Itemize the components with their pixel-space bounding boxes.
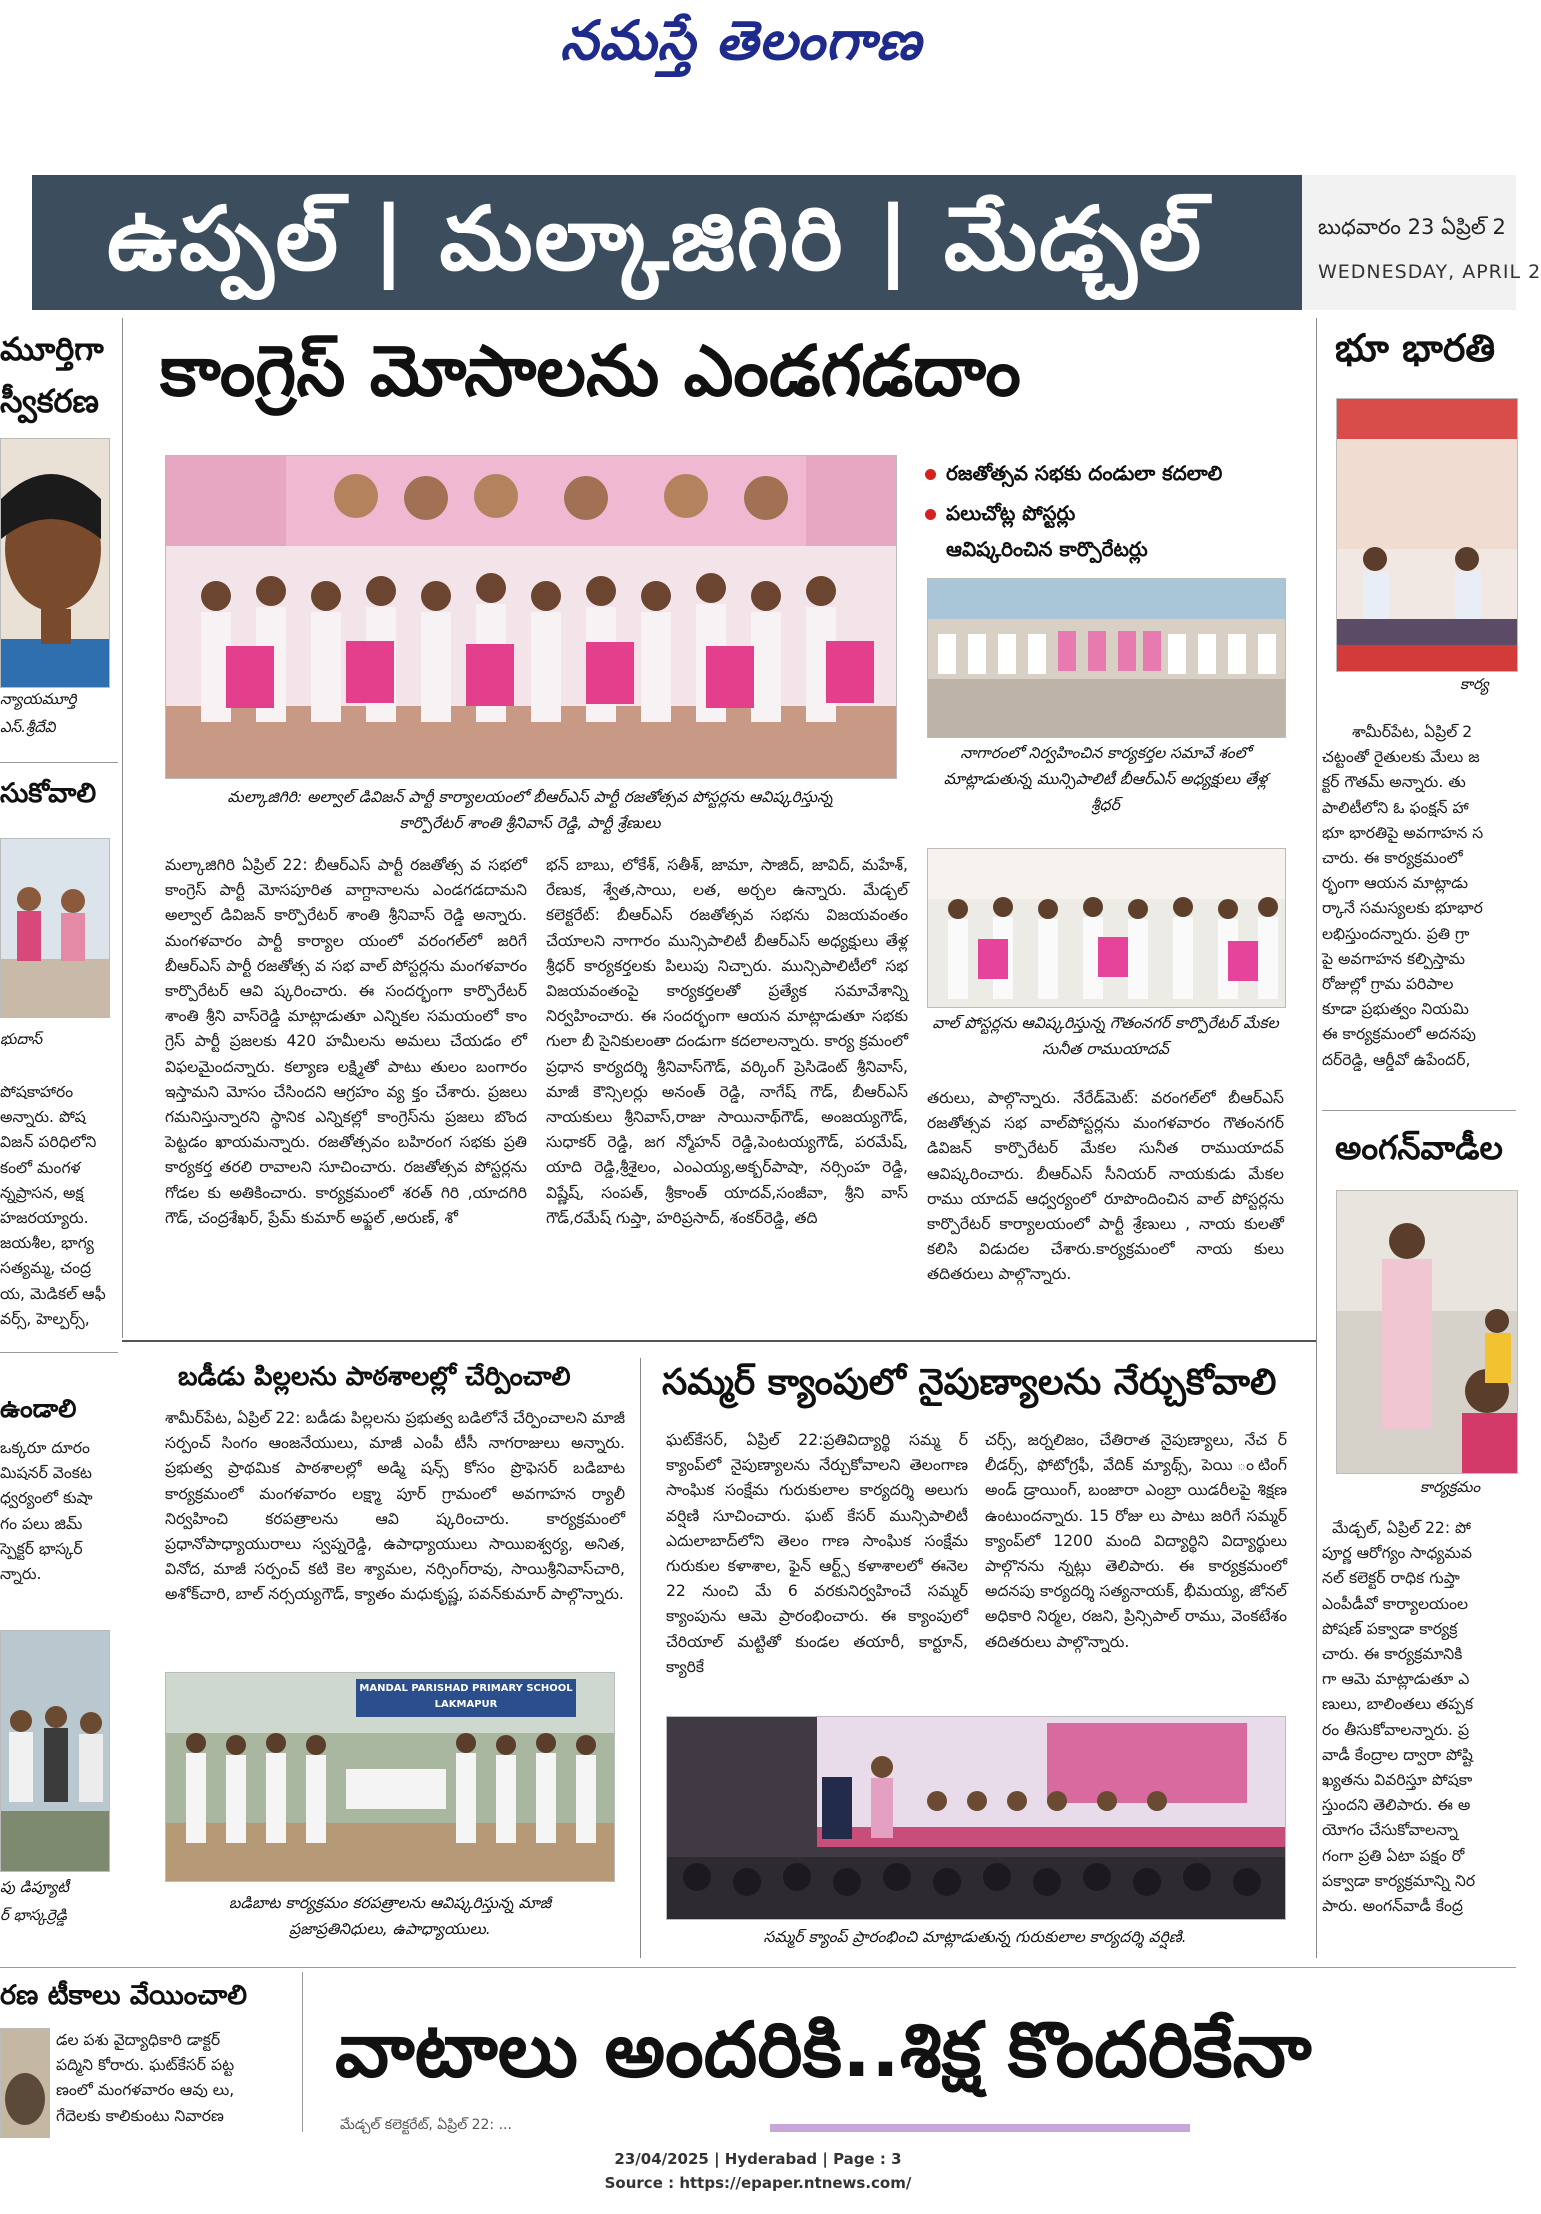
text-line: కూడా ప్రభుత్వం నియమి xyxy=(1322,1000,1469,1019)
column-divider xyxy=(1316,318,1317,1958)
column-divider xyxy=(302,1972,303,2132)
text-line: చట్టంతో రైతులకు మేలు జ xyxy=(1322,748,1480,767)
text-line: మిషనర్ వెంకట xyxy=(0,1464,92,1483)
date-box xyxy=(1302,175,1541,310)
main-photo-3 xyxy=(927,848,1286,1008)
story2-photo xyxy=(165,1672,615,1882)
section-divider xyxy=(1322,1110,1516,1111)
text-line: రోజుల్లో గ్రామ పరిపాల xyxy=(1322,975,1454,994)
story2-headline: బడీడు పిల్లలను పాఠశాలల్లో చేర్పించాలి xyxy=(178,1362,571,1392)
right-photo-2 xyxy=(1336,1190,1518,1474)
right-head-1: భూ భారతి xyxy=(1335,326,1496,370)
right-photo-1 xyxy=(1336,398,1518,672)
text-line: ర్భంగా ఆయన మాట్లాడు xyxy=(1322,874,1469,893)
text-line: దర్‌రెడ్డి, ఆర్డీవో ఉపేందర్, xyxy=(1322,1050,1471,1069)
main-photo-2 xyxy=(927,578,1286,738)
text-line: కంలో మంగళ xyxy=(0,1158,81,1177)
section-banner xyxy=(32,175,1302,310)
text-line: ఖ్యతను వివరిస్తూ పోషకా xyxy=(1322,1771,1473,1790)
bullet-dot-icon xyxy=(925,509,936,520)
portrait-photo xyxy=(0,438,110,688)
story3-col2: చర్స్, జర్నలిజం, చేతిరాత నైపుణ్యాలు, నేచ ర్ లీడర్స్, ఫోటోగ్రఫీ, వేదిక్ మ్యాథ్స్, పెయి ంటింగ్ అండ్ డ్రాయింగ్, బంజారా ఎంబ్రా యిడరీలపై శిక్షణ ఉంటుందన్నారు. 15 రోజు లు పాటు జరిగే సమ్మర్ క్యాంప్‌లో 1200 మంది విద్యార్థిని విద్యార్థులు పాల్గొనను న్నట్లు తెలిపారు. ఈ కార్యక్రమంలో అదనపు కార్యదర్శి సత్యనాయక్, భీమయ్య, జోనల్ అధికారి నిర్మల, రజని, ప్రిన్సిపాల్ రాము, వెంకటేశం తదితరులు పాల్గొన్నారు. xyxy=(985,1431,1287,1651)
text-line: గా ఆమె మాట్లాడుతూ ఎ xyxy=(1322,1670,1470,1689)
text-line: ఈ కార్యక్రమంలో అదనపు xyxy=(1322,1025,1476,1044)
date-english: WEDNESDAY, APRIL 2 xyxy=(1318,261,1541,283)
masthead xyxy=(0,0,1516,100)
left-photo-3-caption-2: ర్ భాస్కర్రెడ్డి xyxy=(0,1906,67,1924)
left-head-1: మూర్తిగా xyxy=(0,330,104,368)
left-photo-3 xyxy=(0,1630,110,1872)
text-line: స్తుందని తెలిపారు. ఈ అ xyxy=(1322,1796,1471,1815)
footer-date-line: 23/04/2025 | Hyderabad | Page : 3 xyxy=(614,2150,902,2168)
text-line: చారు. ఈ కార్యక్రమంలో xyxy=(1322,849,1463,868)
left-head-2: స్వీకరణ xyxy=(0,382,99,420)
section-banner-title: ఉప్పల్ | మల్కాజిగిరి | మేడ్చల్ xyxy=(107,187,1204,290)
main-story-col3: తరులు, పాల్గొన్నారు. నేరేడ్‌మెట్: వరంగల్‌లో బీఆర్ఎస్ రజతోత్సవ సభ వాల్‌పోస్టర్లను మంగళవారం గౌతంనగర్ డివిజన్ కార్పొరేటర్ మేకల సునీత రాముయాదవ్ ఆవిష్కరించారు. బీఆర్ఎస్ సీనియర్ నాయకుడు మేకల రాము యాదవ్ ఆధ్వర్యంలో రూపొందించిన వాల్ పోస్టర్లను కార్పొరేటర్ కార్యాలయంలో పార్టీ శ్రేణులు , నాయ కులతో కలిసి విడుదల చేశారు.కార్యక్రమంలో నాయ కులు తదితరులు పాల్గొన్నారు. xyxy=(927,1089,1284,1284)
text-line: పోషణ్ పక్వాడా కార్యక్ర xyxy=(1322,1619,1458,1638)
text-line: ర్కానే సమస్యలకు భూభార xyxy=(1322,899,1483,918)
story2-photo-caption: బడిబాట కార్యక్రమం కరపత్రాలను ఆవిష్కరిస్తున్న మాజీ ప్రజాప్రతినిధులు, ఉపాధ్యాయులు. xyxy=(228,1894,552,1938)
left-body-3 xyxy=(0,1436,118,1587)
text-line: చారు. ఈ కార్యక్రమానికి xyxy=(1322,1645,1463,1664)
text-line: అన్నారు. పోష xyxy=(0,1108,86,1127)
portrait-caption-1: న్యాయమూర్తి xyxy=(0,690,77,708)
text-line: పారు. అంగన్‌వాడీ కేంద్ర xyxy=(1322,1897,1463,1916)
main-photo-1-caption: మల్కాజిగిరి: అల్వాల్ డివిజన్ పార్టీ కార్యాలయంలో బీఆర్ఎస్ పార్టీ రజతోత్సవ పోస్టర్లను ఆవిష్కరిస్తున్న కార్పొరేటర్ శాంతి శ్రీనివాస్ రెడ్డి, పార్టీ శ్రేణులు xyxy=(227,788,833,832)
right-body-1 xyxy=(1322,720,1516,1073)
text-line: రం తీసుకోవాలన్నారు. ప్ర xyxy=(1322,1720,1470,1739)
left-photo-2-caption: భుదాస్ xyxy=(0,1030,43,1048)
left-section3-title: ఉండాలి xyxy=(0,1394,77,1423)
left-bottom-title: రణ టీకాలు వేయించాలి xyxy=(0,1980,248,2011)
text-line: స్పెక్టర్ భాస్కర్ xyxy=(0,1539,83,1558)
text-line: డల పశు వైద్యాధికారి డాక్టర్ xyxy=(56,2031,221,2049)
text-line: ణంలో మంగళవారం ఆవు లు, xyxy=(56,2081,235,2100)
left-photo-2 xyxy=(0,838,110,1018)
section-divider xyxy=(0,1352,118,1353)
bullet-text: రజతోత్సవ సభకు దండులా కదలాలి xyxy=(946,461,1223,485)
section-divider xyxy=(122,1340,1316,1342)
text-line: క్టర్ గౌతమ్ అన్నారు. తు xyxy=(1322,773,1466,792)
story3-col1: ఘట్‌కేసర్, ఏప్రిల్ 22:ప్రతివిద్యార్థి సమ్మ ర్ క్యాంప్‌లో నైపుణ్యాలను నేర్చుకోవాలని తెలంగాణ సాంఘిక సంక్షేమ గురుకులాల కార్యదర్శి అలుగు వర్షిణి సూచించారు. ఘట్ కేసర్ మున్సిపాలిటీ ఎదులాబాద్‌లోని తెలం గాణ సాంఘిక సంక్షేమ గురుకుల కళాశాల, ఫైన్ ఆర్ట్స్ కళాశాలలో ఈనెల 22 నుంచి మే 6 వరకునిర్వహించే సమ్మర్ క్యాంపును ఆమె ప్రారంభించారు. ఈ క్యాంపులో చేరియాల్ మట్టితో కుండల తయారీ, కార్టూన్, క్యారికే xyxy=(666,1431,968,1676)
bullet-1 xyxy=(925,456,1222,490)
text-line: వర్స్, హెల్పర్స్, xyxy=(0,1309,90,1328)
text-line: భూ భారతిపై అవగాహన స xyxy=(1322,823,1484,842)
bullet-text: పలుచోట్ల పోస్టర్లు xyxy=(946,501,1076,525)
portrait-caption-2: ఎస్.శ్రీదేవి xyxy=(0,718,56,736)
right-body-2 xyxy=(1322,1516,1516,1919)
text-line: జయశీల, భాగ్య xyxy=(0,1234,94,1253)
story3-photo xyxy=(666,1716,1286,1920)
text-line: పై అవగాహన కల్పిస్తామ xyxy=(1322,949,1466,968)
text-line: హజరయ్యారు. xyxy=(0,1209,89,1228)
left-body-1 xyxy=(0,1080,118,1332)
left-photo-3-caption-1: పు డిప్యూటీ xyxy=(0,1878,69,1896)
text-line: ణులు, బాలింతలు తప్పక xyxy=(1322,1695,1474,1714)
text-line: గేదెలకు కాలికుంటు నివారణ xyxy=(56,2106,224,2125)
bullet-3: ఆవిష్కరించిన కార్పొరేటర్లు xyxy=(946,537,1148,561)
section-divider xyxy=(0,762,118,763)
text-line: పోషకాహారం xyxy=(0,1083,74,1101)
text-line: గం పలు జిమ్ xyxy=(0,1514,83,1533)
main-photo-2-caption: నాగారంలో నిర్వహించిన కార్యకర్తల సమావే శంలో మాట్లాడుతున్న మున్సిపాలిటీ బీఆర్ఎస్ అధ్యక్షులు తేళ్ల శ్రీధర్ xyxy=(943,744,1268,814)
text-line: శామీర్‌పేట, ఏప్రిల్ 2 xyxy=(1352,723,1473,741)
bullet-2 xyxy=(925,496,1075,530)
text-line: పద్మిని కోరారు. ఘట్‌కేసర్ పట్ట xyxy=(56,2056,235,2075)
text-line: వాడీ కేంద్రాల ద్వారా పోష్టి xyxy=(1322,1745,1473,1764)
text-line: య, మెడికల్ ఆఫీ xyxy=(0,1284,106,1303)
main-story-col2: భన్ బాబు, లోకేశ్, సతీశ్, జామా, సాజిద్, జావిద్, మహేశ్, రేణుక, శ్వేత,సాయి, లత, అర్చల ఉన్నారు. మేడ్చల్ కలెక్టరేట్: బీఆర్ఎస్ రజతోత్సవ సభను విజయవంతం చేయాలని నాగారం మున్సిపాలిటీ బీఆర్ఎస్ అధ్యక్షులు తేళ్ల శ్రీధర్ కార్యకర్తలకు పిలుపు నిచ్చారు. మున్సిపాలిటీలో సభ విజయవంతంపై కార్యకర్తలతో ప్రత్యేక సమావేశాన్ని నిర్వహించారు. ఈ సందర్భంగా ఆయన మాట్లాడుతూ సభకు గులా బీ సైనికులంతా దండుగా కదలాలన్నారు. కార్య క్రమంలో ప్రధాన కార్యదర్శి శ్రీనివాస్‌గౌడ్, వర్కింగ్ ప్రెసిడెంట్ శ్రీనివాస్, మాజీ కౌన్సిలర్లు అనంత్ రెడ్డి, నాగేష్ గౌడ్, బీఆర్ఎస్ నాయకులు శ్రీనివాస్,రాజు సాయినాథ్‌గౌడ్, అంజయ్యగౌడ్, సుధాకర్ రెడ్డి, జగ న్మోహన్ రెడ్డి,పెంటయ్యగౌడ్, పరమేష్, యాది రెడ్డి,శ్రీశైలం, ఎంఎయ్య,అక్బర్‌పాషా, నర్సింహ రెడ్డి, విష్ణేష్, సంపత్, శ్రీకాంత్ యాదవ్,సంజీవా, శ్రీని వాస్ గౌడ్,రమేష్ గుప్తా, హరిప్రసాద్, శంకర్‌రెడ్డి, తది xyxy=(546,856,908,1227)
text-line: యోగం చేసుకోవాలన్నా xyxy=(1322,1821,1458,1840)
section-divider xyxy=(0,1967,1516,1968)
footer-source-line: Source : https://epaper.ntnews.com/ xyxy=(604,2174,912,2192)
newspaper-logo: నమస్తే తెలంగాణ xyxy=(560,8,922,72)
main-story-col1: మల్కాజిగిరి ఏప్రిల్ 22: బీఆర్ఎస్ పార్టీ రజతోత్స వ సభలో కాంగ్రెస్ పార్టీ మోసపూరిత వాగ్దానాలను ఎండగడదామని అల్వాల్ డివిజన్ కార్పొరేటర్ శాంతి శ్రీనివాస్ రెడ్డి అన్నారు. మంగళవారం పార్టీ కార్యాల యంలో వరంగల్‌లో జరిగే బీఆర్ఎస్ పార్టీ రజతోత్స వ సభ వాల్ పోస్టర్లను మంగళవారం కార్పొరేటర్ ఆవి ష్కరించారు. ఈ సందర్భంగా కార్పొరేటర్ శాంతి శ్రీని వాస్‌రెడ్డి మాట్లాడుతూ ఎన్నికల సమయంలో కాం గ్రెస్ పార్టీ ప్రజలకు 420 హమీలను అమలు చేయడం లో విఫలమైందన్నారు. కల్యాణ లక్ష్మితో పాటు తులం బంగారం ఇస్తామని మోసం చేసిందని ఆగ్రహం వ్య క్తం చేశారు. ప్రజలు గమనిస్తున్నారని స్థానిక ఎన్నికల్లో కాంగ్రెస్‌ను ప్రజలు బొంద పెట్టడం ఖాయమన్నారు. రజతోత్సవం బహిరంగ సభకు ప్రతి కార్యకర్త తరలి రావాలని సూచించారు. రజతోత్సవ పోస్టర్లను గోడల కు అతికించారు. కార్యక్రమంలో శరత్ గిరి ,యాదగిరి గౌడ్, చంద్రశేఖర్, ప్రేమ్ కుమార్ అఫ్జల్ ,అరుణ్, శో xyxy=(165,856,527,1227)
right-photo-2-caption: కార్యక్రమం xyxy=(1420,1478,1481,1496)
text-line: గంగా ప్రతి ఏటా పక్షం రో xyxy=(1322,1846,1465,1865)
text-line: పాలిటీలోని ఓ ఫంక్షన్ హా xyxy=(1322,798,1469,817)
text-line: సత్యమ్మ, చంద్ర xyxy=(0,1259,91,1278)
text-line: న్నారు. xyxy=(0,1565,42,1584)
main-photo-1 xyxy=(165,455,897,779)
story2-body: శామీర్‌పేట, ఏప్రిల్ 22: బడీడు పిల్లలను ప్రభుత్వ బడిలోనే చేర్పించాలని మాజీ సర్పంచ్ సింగం ఆంజనేయులు, మాజీ ఎంపీ టీసీ నాగరాజులు అన్నారు. ప్రభుత్వ ప్రాథమిక పాఠశాలల్లో అడ్మి షన్స్ కోసం ప్రొఫెసర్ బడిబాట కార్యక్రమంలో మంగళవారం లక్ష్మా పూర్ గ్రామంలో అవగాహన ర్యాలీ నిర్వహించి కరపత్రాలను ఆవి ష్కరించారు. కార్యక్రమంలో ప్రధానోపాధ్యాయురాలు స్వప్నరెడ్డి, ఉపాధ్యాయులు సాయిఐశ్వర్య, అనిత, వినోద, మాజీ సర్పంచ్ కటి కెల శ్యామల, నర్సింగ్‌రావు, సాయిశ్రీనివాస్‌చారి, అశోక్‌చారి, బాల్ నర్సయ్యగౌడ్, క్యాతం మధుకృష్ణ, పవన్‌కుమార్ పాల్గొన్నారు. xyxy=(165,1409,625,1604)
story3-headline: సమ్మర్ క్యాంపులో నైపుణ్యాలను నేర్చుకోవాలి xyxy=(662,1362,1277,1403)
school-banner-text: MANDAL PARISHAD PRIMARY SCHOOL LAKMAPUR xyxy=(359,1683,573,1710)
column-divider xyxy=(122,318,123,1338)
text-line: ధ్వర్యంలో కుషా xyxy=(0,1489,93,1508)
bullet-dot-icon xyxy=(925,469,936,480)
main-headline: కాంగ్రెస్ మోసాలను ఎండగడదాం xyxy=(160,330,1021,412)
main-photo-3-caption: వాల్ పోస్టర్లను ఆవిష్కరిస్తున్న గౌతంనగర్ కార్పొరేటర్ మేకల సునీత రాముయాదవ్ xyxy=(932,1014,1279,1058)
story3-photo-caption: సమ్మర్ క్యాంప్ ప్రారంభించి మాట్లాడుతున్న గురుకులాల కార్యదర్శి వర్షిణి. xyxy=(763,1928,1187,1946)
left-section2-title: సుకోవాలి xyxy=(0,778,97,809)
left-bottom-photo xyxy=(0,2028,50,2138)
bottom-photo-edge xyxy=(770,2124,1190,2132)
text-line: నల్ కలెక్టర్ రాధిక గుప్తా xyxy=(1322,1569,1460,1588)
text-line: పక్వాడా కార్యక్రమాన్ని నిర xyxy=(1322,1871,1476,1890)
text-line: న్నప్రాసన, అక్ష xyxy=(0,1183,84,1202)
text-line: ఒక్కరూ దూరం xyxy=(0,1439,90,1457)
date-telugu: బుధవారం 23 ఏప్రిల్ 2 xyxy=(1318,215,1506,239)
text-line: లభిస్తుందన్నారు. ప్రతి గ్రా xyxy=(1322,924,1470,943)
text-line: ఎంపీడీవో కార్యాలయంల xyxy=(1322,1594,1469,1613)
text-line: మేడ్చల్, ఏప్రిల్ 22: పో xyxy=(1332,1519,1471,1537)
bottom-partial-line: మేడ్చల్ కలెక్టరేట్, ఏప్రిల్ 22: ... xyxy=(340,2117,512,2133)
left-bottom-body xyxy=(56,2028,310,2129)
bottom-headline: వాటాలు అందరికి..శిక్ష కొందరికేనా xyxy=(335,2005,1312,2094)
right-photo-1-caption: కార్య xyxy=(1460,675,1489,693)
text-line: విజన్ పరిధిలోని xyxy=(0,1133,97,1152)
column-divider xyxy=(640,1358,641,1958)
text-line: పూర్ణ ఆరోగ్యం సాధ్యమవ xyxy=(1322,1544,1472,1563)
right-head-2: అంగన్‌వాడీల xyxy=(1335,1128,1503,1167)
